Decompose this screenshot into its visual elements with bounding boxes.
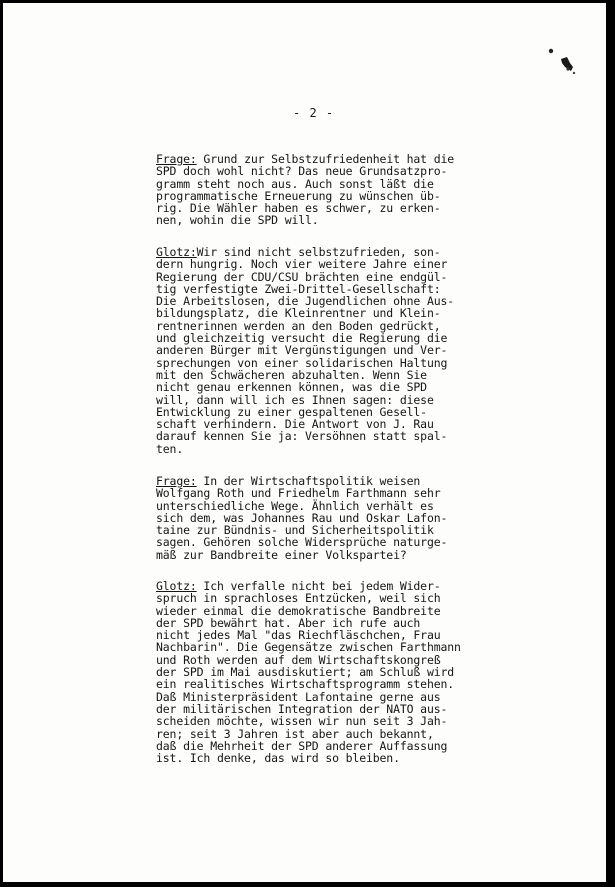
page-number: - 2 - (293, 106, 335, 120)
text-line: darauf kennen Sie ja: Versöhnen statt spal- (156, 429, 448, 444)
text-line: unterschiedliche Wege. Ähnlich verhält es (156, 498, 434, 513)
text-line: Ich verfalle nicht bei jedem Wider- (196, 579, 441, 593)
text-line: und gleichzeitig versucht die Regierung die (156, 331, 448, 346)
text-line: programmatische Erneuerung zu wünschen üb- (156, 188, 441, 203)
speaker-label: Frage: (156, 152, 197, 166)
speaker-label: Frage: (156, 474, 197, 488)
text-line: sich dem, was Johannes Rau und Oskar Lafon- (156, 510, 448, 525)
text-line: ist. Ich denke, das wird so bleiben. (156, 751, 400, 766)
text-line: der SPD bewährt hat. Aber ich rufe auch (156, 615, 421, 630)
text-line: nicht genau erkennen können, was die SPD (156, 380, 427, 395)
text-line: der SPD im Mai ausdiskutiert; am Schluß wird (156, 665, 455, 680)
text-line: Nachbarin". Die Gegensätze zwischen Farthmann (156, 640, 461, 655)
text-line: sagen. Gehören solche Widersprüche naturge- (156, 535, 448, 550)
text-line: Wir sind nicht selbstzufrieden, son- (196, 245, 441, 259)
text-line: Daß Ministerpräsident Lafontaine gerne aus (156, 689, 441, 704)
text-line: Wolfgang Roth und Friedhelm Farthmann sehr (156, 486, 441, 501)
question-block (156, 475, 476, 561)
text-line: sprechungen von einer solidarischen Haltung (156, 355, 448, 370)
text-line: tig verfestigte Zwei-Drittel-Gesellschaft: (156, 281, 441, 296)
text-line: taine zur Bündnis- und Sicherheitspolitik (156, 523, 434, 538)
text-line: der militärischen Integration der NATO aus- (156, 701, 448, 716)
question-block (156, 153, 476, 227)
text-line: SPD doch wohl nicht? Das neue Grundsatzpro- (156, 164, 448, 179)
text-line: rig. Die Wähler haben es schwer, zu erken- (156, 201, 441, 216)
text-line: ten. (156, 441, 184, 456)
text-line: spruch in sprachloses Entzücken, weil sich (156, 591, 441, 606)
text-line: gramm steht noch aus. Auch sonst läßt die (156, 176, 434, 191)
text-line: daß die Mehrheit der SPD anderer Auffassung (156, 738, 448, 753)
text-line: und Roth werden auf dem Wirtschaftskongreß (156, 652, 441, 667)
text-line: nen, wohin die SPD will. (156, 213, 319, 228)
text-line: ein realitisches Wirtschaftsprogramm stehen. (156, 677, 455, 692)
text-line: schaft verhindern. Die Antwort von J. Rau (156, 417, 434, 432)
text-line: rentnerinnen werden an den Boden gedrückt, (156, 318, 441, 333)
text-line: scheiden möchte, wissen wir nun seit 3 Jah- (156, 714, 448, 729)
text-line: Die Arbeitslosen, die Jugendlichen ohne Aus- (156, 294, 455, 309)
text-line: wieder einmal die demokratische Bandbreite (156, 603, 441, 618)
text-line: nicht jedes Mal "das Riechfläschchen, Frau (156, 628, 441, 643)
text-line: Entwicklung zu einer gespaltenen Gesell- (156, 404, 427, 419)
text-line: dern hungrig. Noch vier weitere Jahre einer (156, 257, 448, 272)
scan-edge (606, 0, 615, 887)
text-line: mäß zur Bandbreite einer Volkspartei? (156, 547, 407, 562)
text-line: bildungsplatz, die Kleinrentner und Klein- (156, 306, 441, 321)
answer-block (156, 246, 476, 455)
speaker-label: Glotz: (156, 245, 197, 259)
text-line: ren; seit 3 Jahren ist aber auch bekannt, (156, 726, 434, 741)
text-line: In der Wirtschaftspolitik weisen (196, 474, 421, 488)
text-line: will, dann will ich es Ihnen sagen: diese (156, 392, 434, 407)
speaker-label: Glotz: (156, 579, 197, 593)
text-line: mit den Schwächeren abzuhalten. Wenn Sie (156, 367, 427, 382)
ink-smudge-icon (543, 45, 583, 79)
text-line: Regierung der CDU/CSU brächten eine endgül- (156, 269, 448, 284)
text-line: Grund zur Selbstzufriedenheit hat die (196, 152, 455, 166)
text-line: anderen Bürger mit Vergünstigungen und Ver- (156, 343, 448, 358)
answer-block (156, 580, 476, 764)
document-page (3, 3, 606, 882)
